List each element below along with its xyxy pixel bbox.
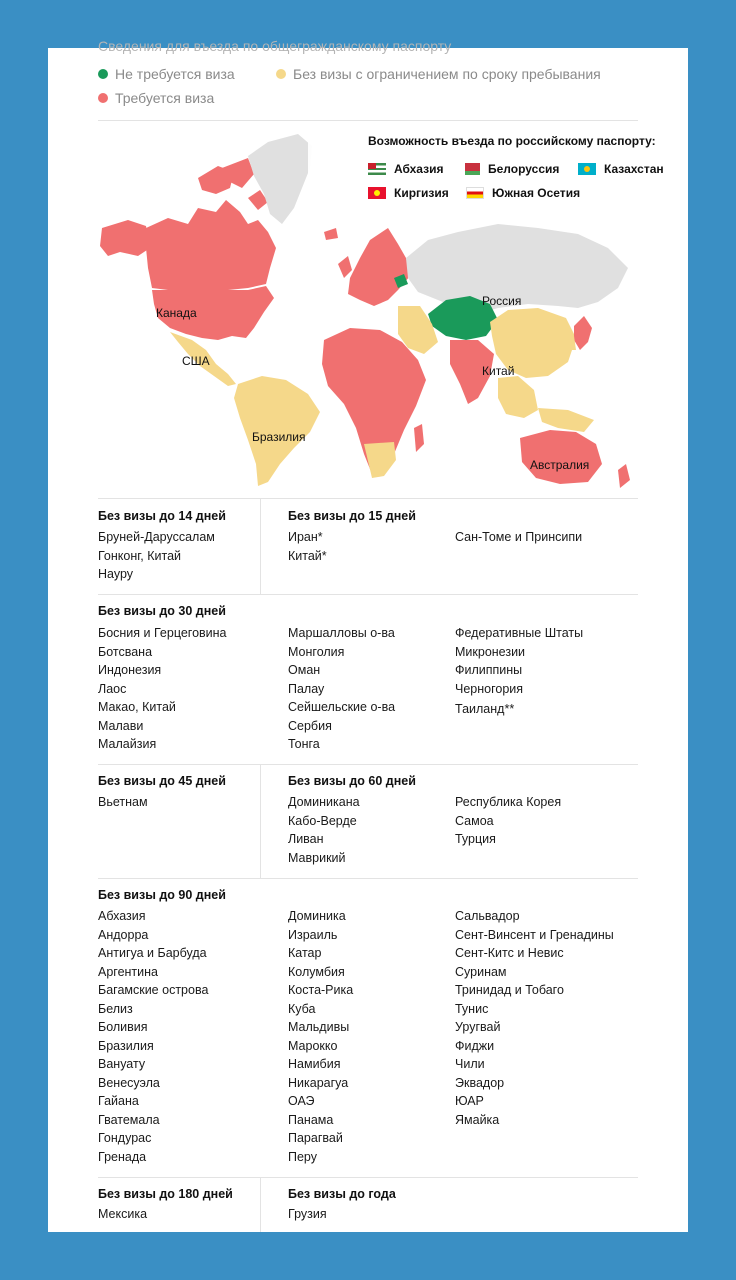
flags-title: Возможность въезда по российскому паспорту: bbox=[368, 134, 656, 148]
list-item: Вьетнам bbox=[98, 795, 148, 809]
map-label-usa: США bbox=[182, 354, 210, 368]
section-title-180: Без визы до 180 дней bbox=[98, 1187, 233, 1201]
japan-shape bbox=[574, 316, 592, 350]
list-item: Доминикана bbox=[288, 795, 360, 809]
list-180-days bbox=[98, 1205, 147, 1224]
yellow-dot-icon bbox=[276, 69, 286, 79]
page-title: Сведения для въезда по общегражданскому паспорту bbox=[98, 38, 452, 54]
list-item: Макао, Китай bbox=[98, 700, 176, 714]
alaska-shape bbox=[100, 220, 150, 256]
list-item: Черногория bbox=[455, 681, 524, 696]
list-item: Фиджи bbox=[455, 1038, 495, 1053]
list-item: Парагвай bbox=[288, 1131, 343, 1145]
flag-item-kyrgyzstan bbox=[368, 186, 449, 200]
green-dot-icon bbox=[98, 69, 108, 79]
section-title-90: Без визы до 90 дней bbox=[98, 888, 226, 902]
list-item: Панама bbox=[288, 1112, 334, 1127]
divider bbox=[98, 594, 638, 595]
list-item: Намибия bbox=[288, 1057, 341, 1071]
flag-item-kazakhstan bbox=[578, 162, 664, 176]
list-item: Турция bbox=[455, 832, 496, 846]
list-item: Вануату bbox=[98, 1057, 146, 1071]
map-label-canada: Канада bbox=[156, 306, 197, 320]
abkhazia-flag-icon bbox=[368, 163, 386, 175]
list-item: Сент-Китс и Невис bbox=[455, 946, 564, 960]
list-60-days-col2 bbox=[455, 793, 561, 849]
list-item: Сербия bbox=[288, 718, 332, 733]
divider bbox=[98, 498, 638, 499]
list-item: Бруней-Даруссалам bbox=[98, 530, 215, 544]
list-item: Сан-Томе и Принсипи bbox=[455, 530, 583, 544]
map-label-china: Китай bbox=[482, 364, 515, 378]
list-item: ОАЭ bbox=[288, 1094, 315, 1108]
flag-label: Южная Осетия bbox=[492, 186, 581, 200]
flags-panel bbox=[308, 128, 664, 212]
list-item: Босния и Герцеговина bbox=[98, 626, 227, 640]
column-divider bbox=[260, 765, 261, 879]
kyrgyzstan-flag-icon bbox=[368, 187, 386, 199]
new-zealand-shape bbox=[618, 464, 630, 488]
kazakhstan-flag-icon bbox=[578, 163, 596, 175]
list-item: Грузия bbox=[288, 1207, 327, 1221]
list-item: Израиль bbox=[288, 927, 338, 942]
list-item: Белиз bbox=[98, 1001, 133, 1016]
list-90-days-col1 bbox=[98, 907, 208, 1166]
list-item: Ботсвана bbox=[98, 644, 153, 659]
section-title-60: Без визы до 60 дней bbox=[288, 774, 416, 788]
list-item: Доминика bbox=[288, 909, 346, 923]
divider bbox=[98, 120, 638, 121]
red-dot-icon bbox=[98, 93, 108, 103]
map-label-australia: Австралия bbox=[530, 458, 590, 472]
list-item: Сальвадор bbox=[455, 909, 520, 923]
legend-visa-required bbox=[98, 90, 214, 106]
list-item: Боливия bbox=[98, 1020, 148, 1034]
list-item: Мексика bbox=[98, 1207, 148, 1221]
southern-africa-shape bbox=[364, 442, 396, 478]
list-item: Науру bbox=[98, 567, 134, 581]
list-item: Абхазия bbox=[98, 909, 146, 923]
list-year bbox=[288, 1205, 327, 1224]
flag-item-abkhazia bbox=[368, 162, 443, 176]
flag-label: Киргизия bbox=[394, 186, 449, 200]
list-item: Республика Корея bbox=[455, 795, 562, 809]
list-item: Ямайка bbox=[455, 1112, 500, 1127]
list-item: Оман bbox=[288, 663, 321, 677]
list-item: Гонконг, Китай bbox=[98, 548, 182, 563]
list-item: Мальдивы bbox=[288, 1020, 350, 1034]
list-item: Кабо-Верде bbox=[288, 813, 357, 828]
list-item: Палау bbox=[288, 681, 325, 696]
list-item: Гренада bbox=[98, 1149, 147, 1164]
uk-shape bbox=[338, 256, 352, 278]
list-item: Тонга bbox=[288, 737, 320, 751]
europe-shape bbox=[348, 228, 410, 306]
list-item: Таиланд** bbox=[455, 702, 515, 716]
flag-label: Казахстан bbox=[604, 162, 664, 176]
list-item: Багамские острова bbox=[98, 983, 209, 997]
legend-no-visa bbox=[98, 66, 235, 82]
list-14-days bbox=[98, 528, 215, 584]
se-asia-shape bbox=[498, 376, 538, 418]
list-item: Куба bbox=[288, 1001, 316, 1016]
madagascar-shape bbox=[414, 424, 424, 452]
belarus-flag-icon bbox=[462, 163, 480, 175]
list-item: Самоа bbox=[455, 813, 494, 828]
list-30-days-col1 bbox=[98, 624, 227, 754]
list-item: Коста-Рика bbox=[288, 983, 354, 997]
list-item: Марокко bbox=[288, 1038, 338, 1053]
list-90-days-col3 bbox=[455, 907, 614, 1129]
list-item: Колумбия bbox=[288, 964, 345, 979]
divider bbox=[98, 1177, 638, 1178]
list-item: Гондурас bbox=[98, 1131, 152, 1145]
list-60-days-col1 bbox=[288, 793, 360, 867]
list-item: Лаос bbox=[98, 681, 127, 696]
list-item: Индонезия bbox=[98, 663, 162, 677]
legend-label: Без визы с ограничением по сроку пребывания bbox=[293, 66, 601, 82]
list-item: Венесуэла bbox=[98, 1075, 160, 1090]
list-item: Тунис bbox=[455, 1001, 489, 1016]
list-item: Филиппины bbox=[455, 663, 523, 677]
greenland-shape bbox=[248, 134, 312, 224]
section-title-45: Без визы до 45 дней bbox=[98, 774, 226, 788]
list-item: Гайана bbox=[98, 1094, 139, 1108]
list-item: Эквадор bbox=[455, 1075, 505, 1090]
list-90-days-col2 bbox=[288, 907, 353, 1166]
visa-info-card bbox=[48, 38, 688, 1232]
list-item: Сейшельские о-ва bbox=[288, 700, 396, 714]
column-divider bbox=[260, 499, 261, 595]
list-item: Ливан bbox=[288, 832, 324, 846]
map-label-brazil: Бразилия bbox=[252, 430, 306, 444]
south-ossetia-flag-icon bbox=[466, 187, 484, 199]
section-title-year: Без визы до года bbox=[288, 1187, 396, 1201]
iceland-shape bbox=[324, 228, 338, 240]
list-item: Катар bbox=[288, 946, 322, 960]
section-title-30: Без визы до 30 дней bbox=[98, 604, 226, 618]
legend-label: Не требуется виза bbox=[115, 66, 235, 82]
section-title-14: Без визы до 14 дней bbox=[98, 509, 226, 523]
canada-shape bbox=[146, 200, 276, 290]
list-item: Сент-Винсент и Гренадины bbox=[455, 927, 614, 942]
list-45-days bbox=[98, 793, 148, 812]
list-item: Уругвай bbox=[455, 1020, 501, 1034]
list-15-days-col1 bbox=[288, 528, 327, 565]
list-item: Перу bbox=[288, 1149, 317, 1164]
list-item: Китай* bbox=[288, 548, 327, 563]
flag-item-south-ossetia bbox=[466, 186, 580, 200]
list-item: Аргентина bbox=[98, 964, 158, 979]
legend-limited bbox=[276, 66, 601, 82]
list-item: Андорра bbox=[98, 927, 149, 942]
list-item: Чили bbox=[455, 1057, 485, 1071]
list-item: Малави bbox=[98, 718, 144, 733]
australia-shape bbox=[520, 430, 602, 484]
list-item: ЮАР bbox=[455, 1094, 484, 1108]
list-30-days-col3 bbox=[455, 624, 615, 719]
list-item: Маршалловы о-ва bbox=[288, 626, 395, 640]
list-item: Маврикий bbox=[288, 850, 346, 865]
section-title-15: Без визы до 15 дней bbox=[288, 509, 416, 523]
indonesia-shape bbox=[538, 408, 594, 432]
list-15-days-col2 bbox=[455, 528, 582, 547]
flag-item-belarus bbox=[462, 162, 559, 176]
divider bbox=[98, 764, 638, 765]
flag-label: Белоруссия bbox=[488, 162, 560, 176]
list-item: Монголия bbox=[288, 644, 345, 659]
flag-label: Абхазия bbox=[394, 162, 444, 176]
list-item: Антигуа и Барбуда bbox=[98, 946, 207, 960]
legend-label: Требуется виза bbox=[115, 90, 215, 106]
list-item: Иран* bbox=[288, 530, 323, 544]
list-item: Бразилия bbox=[98, 1038, 154, 1053]
list-item: Гватемала bbox=[98, 1112, 160, 1127]
column-divider bbox=[260, 1178, 261, 1232]
list-item: Малайзия bbox=[98, 737, 157, 751]
map-label-russia: Россия bbox=[482, 294, 522, 308]
list-item: Никарагуа bbox=[288, 1075, 349, 1090]
list-30-days-col2 bbox=[288, 624, 395, 754]
list-item: Суринам bbox=[455, 964, 507, 979]
world-map bbox=[98, 128, 664, 488]
divider bbox=[98, 878, 638, 879]
list-item: Федеративные Штаты Микронезии bbox=[455, 626, 584, 659]
list-item: Тринидад и Тобаго bbox=[455, 983, 564, 997]
